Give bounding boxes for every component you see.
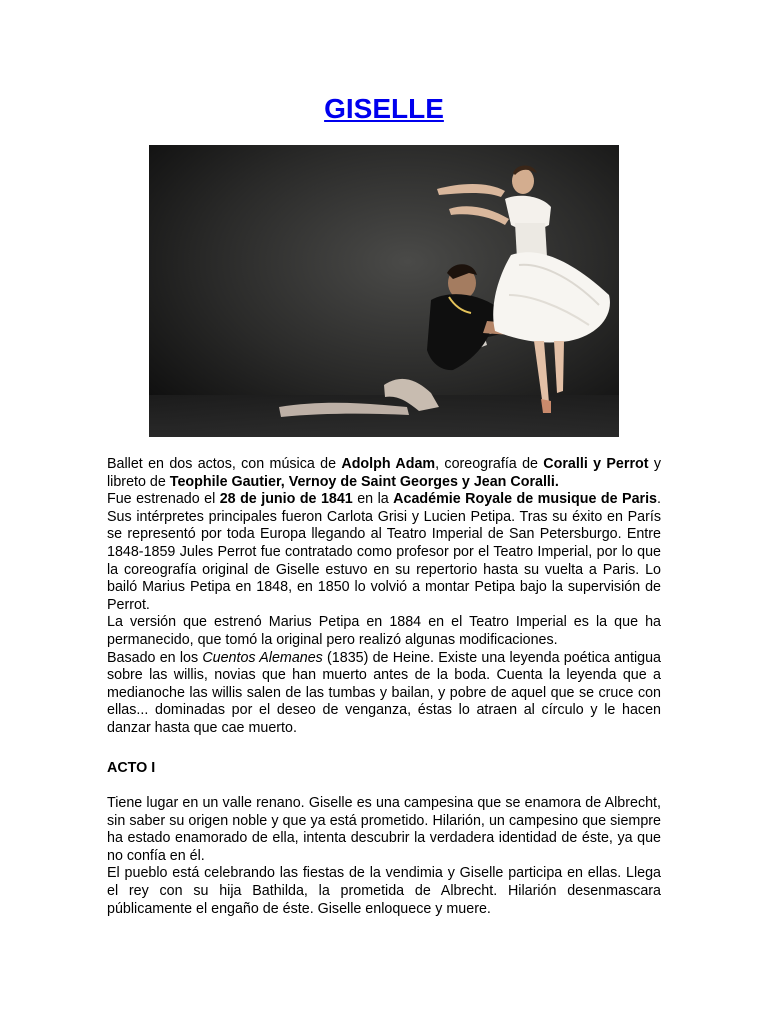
intro-text [107, 456, 661, 738]
text-run: (1835) de Heine. Existe una leyenda poética antigua sobre las willis, novias que han muerto antes de la boda. Cuenta la leyenda que a medianoche las willis salen de las tumbas y bailan, y pobre de aquel que se cruce con ellas... dominadas por el deseo de venganza, éstas lo atraen al círculo y le hacen danzar hasta que cae muerto. [107, 649, 661, 736]
italic-text: Cuentos Alemanes [202, 649, 323, 666]
bold-text: Teophile Gautier, Vernoy de Saint Georges y Jean Coralli. [169, 473, 559, 490]
bold-text: 28 de junio de 1841 [219, 491, 353, 508]
text-run: La versión que estrenó Marius Petipa en 1884 en el Teatro Imperial es la que ha permanecido, que tomó la original pero realizó algunas modificaciones. [107, 614, 661, 648]
text-run: Fue estrenado el [107, 491, 220, 508]
intro-paragraph [107, 614, 661, 649]
ballet-photo-illustration [149, 145, 619, 437]
text-run: y libreto de [107, 456, 661, 490]
section-heading-acto-i: ACTO I [107, 760, 156, 776]
text-run: . Sus intérpretes principales fueron Carlota Grisi y Lucien Petipa. Tras su éxito en París se representó por toda Europa llegando al Teatro Imperial de San Petersburgo. Entre 1848-1859 Jules Perrot fue contratado como profesor por el Teatro Imperial, por lo que la coreografía original de Giselle estuvo en su repertorio hasta su vuelta a Paris. Lo bailó Marius Petipa en 1848, en 1850 lo volvió a montar Petipa bajo la supervisión de Perrot. [107, 491, 661, 613]
bold-text: Académie Royale de musique de Paris [393, 491, 658, 508]
intro-paragraph [107, 650, 661, 738]
text-run: en la [352, 491, 394, 508]
acto-paragraph: El pueblo está celebrando las fiestas de la vendimia y Giselle participa en ellas. Llega el rey con su hija Bathilda, la prometida de Albrecht. Hilarión desenmascara públicamente el engaño de éste. Giselle enloquece y muere. [107, 865, 661, 917]
acto-paragraph: Tiene lugar en un valle renano. Giselle es una campesina que se enamora de Albrecht, sin saber su origen noble y que ya está prometido. Hilarión, un campesino que siempre ha estado enamorado de ella, intenta descubrir la verdadera identidad de éste, ya que no confía en él. [107, 795, 661, 864]
text-run: , coreografía de [435, 456, 544, 472]
intro-paragraph [107, 491, 661, 614]
intro-paragraph [107, 456, 661, 491]
page-title[interactable]: GISELLE [324, 93, 444, 124]
bold-text: Adolph Adam [341, 456, 436, 472]
ballet-photo [149, 145, 619, 437]
text-run: Basado en los [107, 649, 203, 666]
bold-text: Coralli y Perrot [543, 456, 649, 472]
acto-i-text [107, 795, 661, 918]
text-run: Ballet en dos actos, con música de [107, 456, 342, 472]
